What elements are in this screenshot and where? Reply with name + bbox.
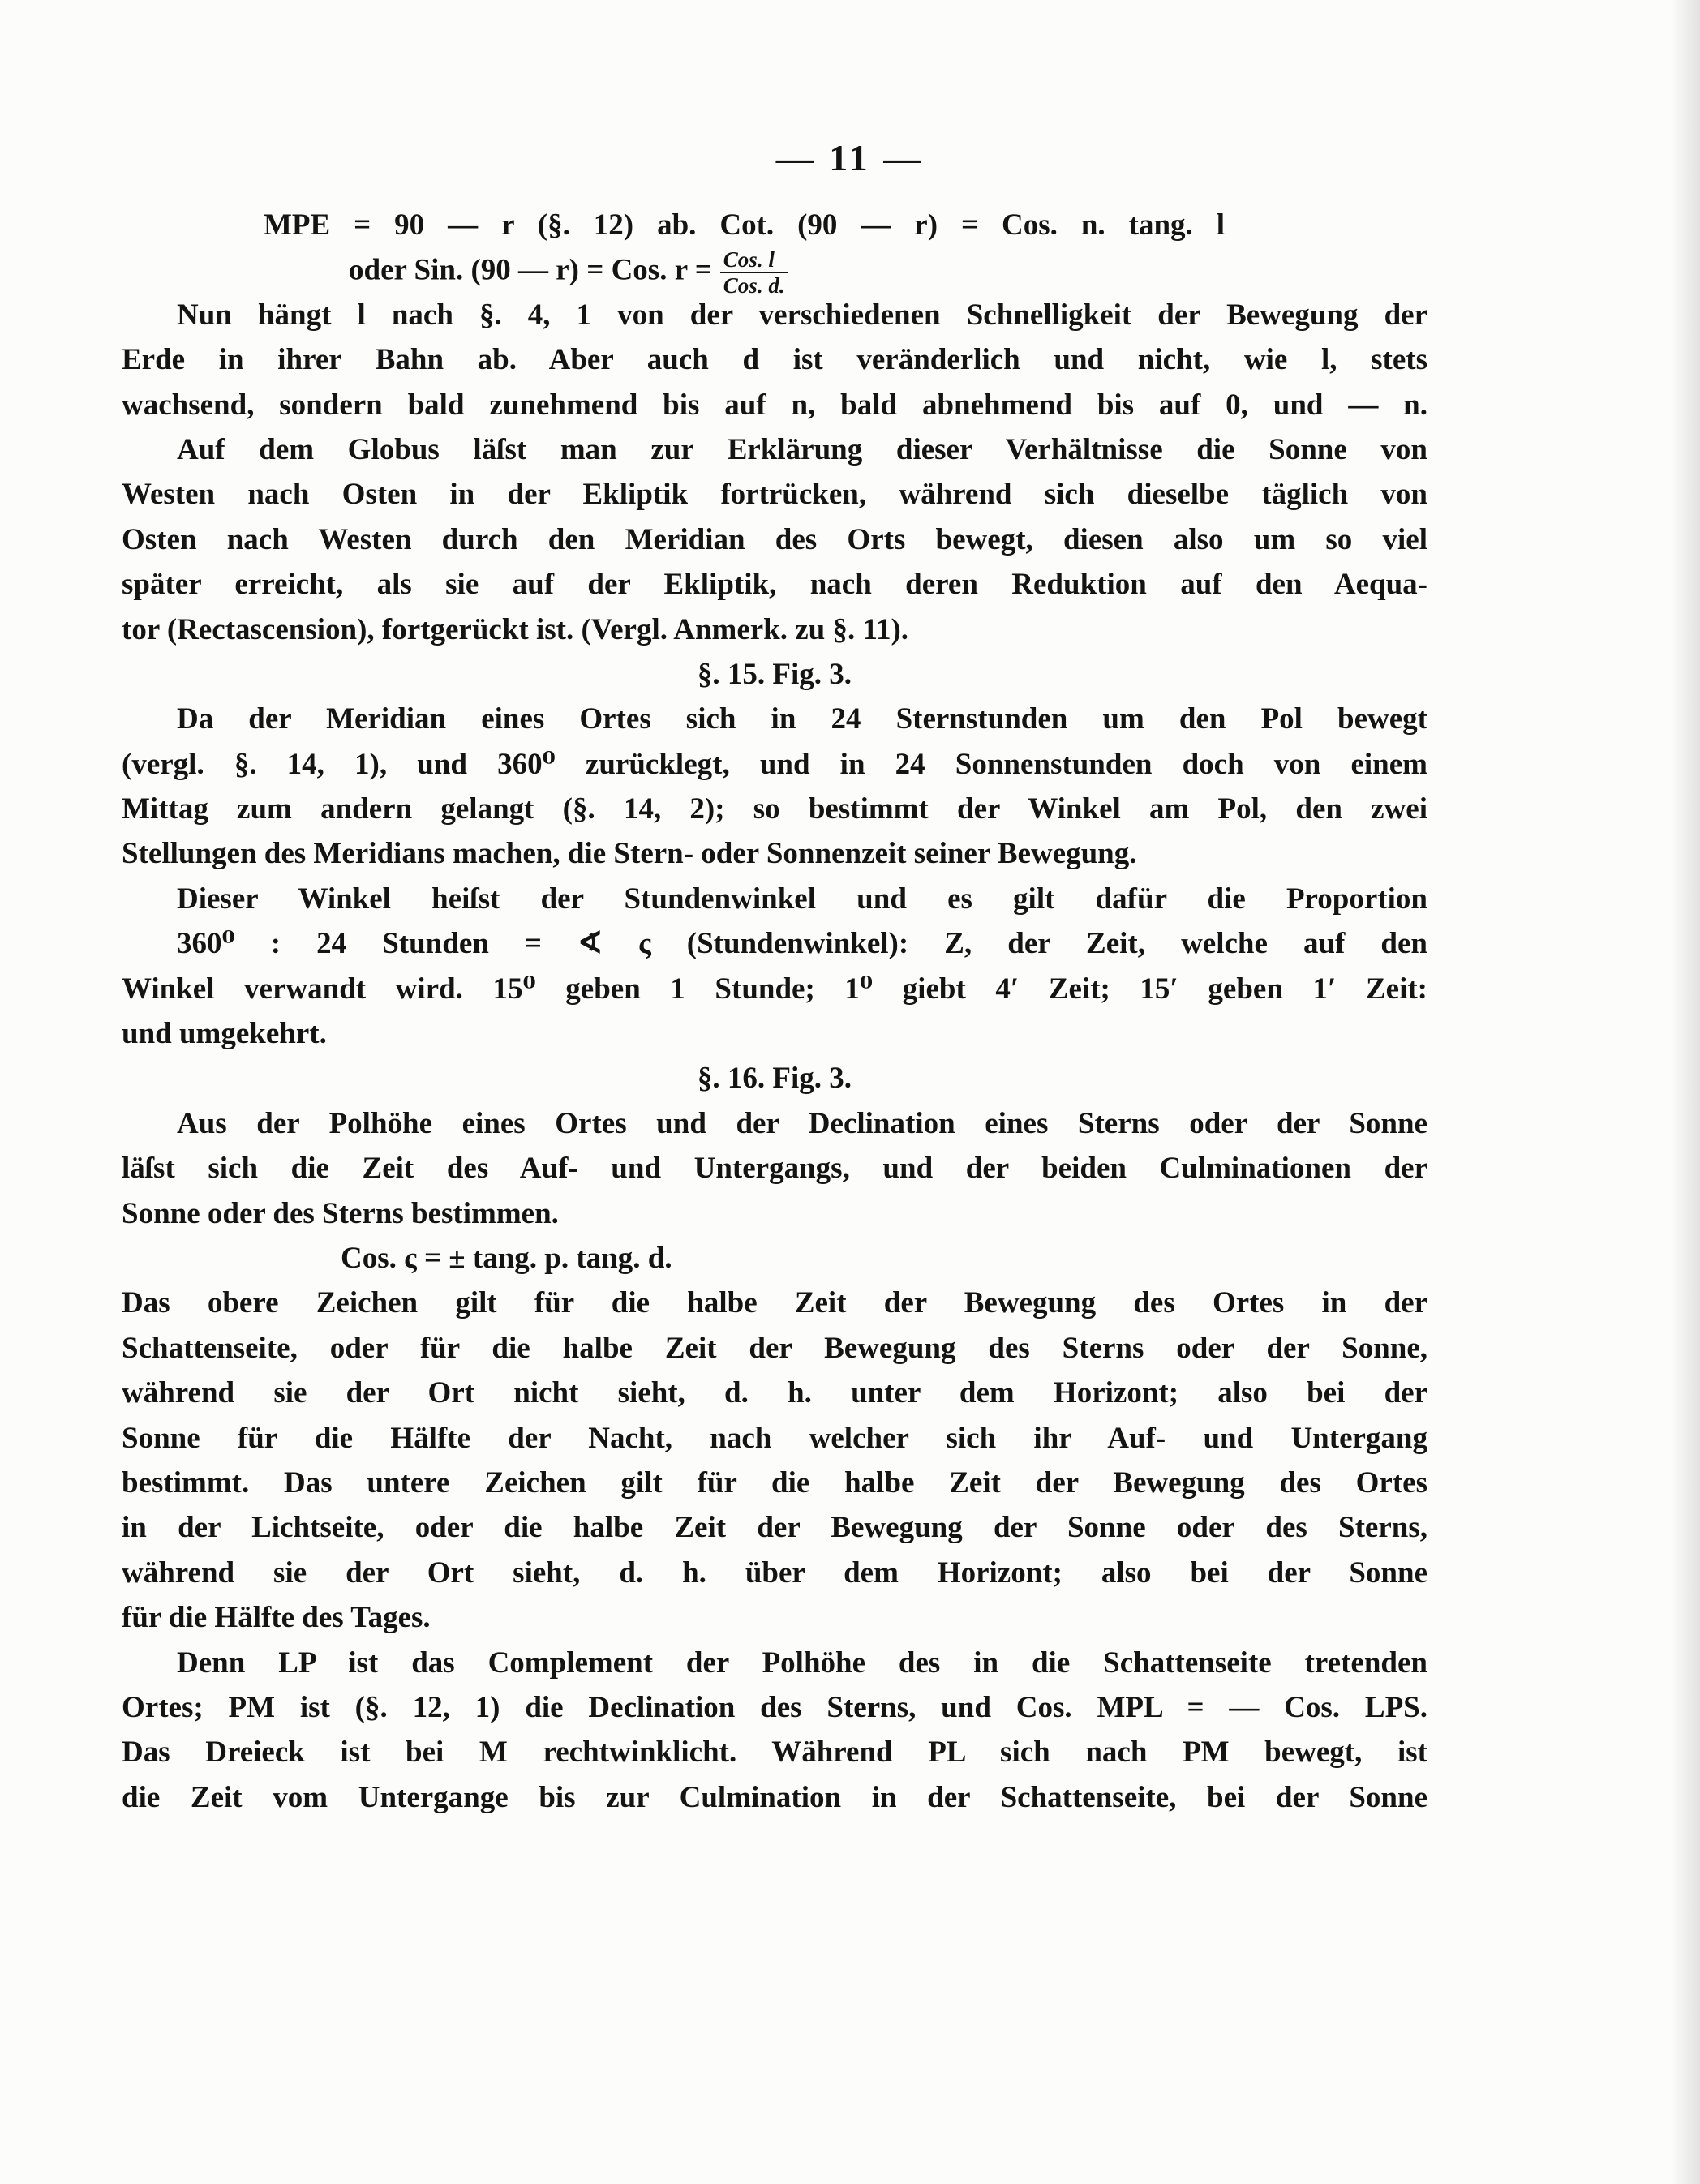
body-text bbox=[122, 203, 1427, 1820]
fraction bbox=[720, 247, 788, 298]
text-line-content: (vergl. §. 14, 1), und 360⁰ zurücklegt, und in 24 Sonnenstunden doch von einem bbox=[122, 747, 1427, 781]
text-line-content: Stellungen des Meridians machen, die Stern- oder Sonnenzeit seiner Bewegung. bbox=[122, 837, 1137, 871]
text-line bbox=[122, 203, 1427, 247]
text-line-content: bestimmt. Das untere Zeichen gilt für die halbe Zeit der Bewegung des Ortes bbox=[122, 1465, 1427, 1500]
text-line-content: Das obere Zeichen gilt für die halbe Zeit der Bewegung des Ortes in der bbox=[122, 1286, 1427, 1320]
text-line-content: Sonne oder des Sterns bestimmen. bbox=[122, 1196, 559, 1230]
text-line bbox=[122, 1730, 1427, 1774]
text-line-content: während sie der Ort nicht sieht, d. h. unter dem Horizont; also bei der bbox=[122, 1376, 1427, 1410]
text-line-content: Dieser Winkel heiſst der Stundenwinkel und es gilt dafür die Proportion bbox=[177, 882, 1427, 916]
text-line-content: Das Dreieck ist bei M rechtwinklicht. Während PL sich nach PM bewegt, ist bbox=[122, 1736, 1427, 1770]
text-line-content: später erreicht, als sie auf der Ekliptik, nach deren Reduktion auf den Aequa- bbox=[122, 568, 1427, 602]
text-line-content: oder Sin. (90 — r) = Cos. r = bbox=[349, 253, 712, 287]
text-line-content: Erde in ihrer Bahn ab. Aber auch d ist veränderlich und nicht, wie l, stets bbox=[122, 343, 1427, 377]
text-line bbox=[122, 697, 1427, 741]
text-line-content: Winkel verwandt wird. 15⁰ geben 1 Stunde; 1⁰ giebt 4′ Zeit; 15′ geben 1′ Zeit: bbox=[122, 972, 1427, 1006]
text-line bbox=[122, 967, 1427, 1011]
text-line-content: läſst sich die Zeit des Auf- und Untergangs, und der beiden Culminationen der bbox=[122, 1152, 1427, 1186]
text-line bbox=[122, 652, 1427, 697]
text-line bbox=[122, 1281, 1427, 1325]
text-line-content: in der Lichtseite, oder die halbe Zeit der Bewegung der Sonne oder des Sterns, bbox=[122, 1511, 1427, 1545]
text-line-content: Denn LP ist das Complement der Polhöhe des in die Schattenseite tretenden bbox=[177, 1646, 1427, 1680]
text-line bbox=[122, 742, 1427, 787]
text-line-content: wachsend, sondern bald zunehmend bis auf n, bald abnehmend bis auf 0, und — n. bbox=[122, 388, 1427, 422]
text-line bbox=[122, 562, 1427, 607]
text-line bbox=[122, 1146, 1427, 1191]
text-line-content: die Zeit vom Untergange bis zur Culmination in der Schattenseite, bei der Sonne bbox=[122, 1780, 1427, 1814]
text-line-content: Osten nach Westen durch den Meridian des Orts bewegt, diesen also um so viel bbox=[122, 522, 1427, 556]
text-line bbox=[122, 877, 1427, 921]
text-line bbox=[122, 831, 1427, 876]
text-line-content: §. 16. Fig. 3. bbox=[697, 1062, 852, 1096]
text-line bbox=[122, 472, 1427, 517]
text-line-content: für die Hälfte des Tages. bbox=[122, 1601, 431, 1635]
text-line-content: tor (Rectascension), fortgerückt ist. (Vergl. Anmerk. zu §. 11). bbox=[122, 612, 909, 646]
text-line bbox=[122, 1056, 1427, 1101]
text-line bbox=[122, 607, 1427, 652]
text-line-content: Sonne für die Hälfte der Nacht, nach welcher sich ihr Auf- und Untergang bbox=[122, 1421, 1427, 1455]
fraction-denominator: Cos. d. bbox=[723, 273, 785, 298]
text-line bbox=[122, 1416, 1427, 1461]
text-line bbox=[122, 427, 1427, 472]
text-line bbox=[122, 247, 1427, 298]
text-line bbox=[122, 787, 1427, 831]
text-line-content: während sie der Ort sieht, d. h. über dem Horizont; also bei der Sonne bbox=[122, 1555, 1427, 1590]
text-line-content: Nun hängt l nach §. 4, 1 von der verschiedenen Schnelligkeit der Bewegung der bbox=[177, 298, 1427, 332]
text-line-content: Aus der Polhöhe eines Ortes und der Declination eines Sterns oder der Sonne bbox=[177, 1106, 1427, 1140]
text-line-content: und umgekehrt. bbox=[122, 1017, 327, 1051]
text-line-content: Mittag zum andern gelangt (§. 14, 2); so bestimmt der Winkel am Pol, den zwei bbox=[122, 792, 1427, 826]
text-line-content: Da der Meridian eines Ortes sich in 24 Sternstunden um den Pol bewegt bbox=[177, 702, 1427, 736]
text-line bbox=[122, 1326, 1427, 1371]
page-edge-shadow bbox=[1671, 0, 1700, 2184]
text-line bbox=[122, 337, 1427, 382]
text-line-content: MPE = 90 — r (§. 12) ab. Cot. (90 — r) = Cos. n. tang. l bbox=[264, 208, 1225, 242]
text-line bbox=[122, 1595, 1427, 1640]
text-line bbox=[122, 1191, 1427, 1236]
text-line bbox=[122, 1775, 1427, 1820]
text-line bbox=[122, 1641, 1427, 1685]
text-line bbox=[122, 1505, 1427, 1550]
page-number: — 11 — bbox=[775, 137, 925, 178]
text-line bbox=[122, 1371, 1427, 1415]
text-line bbox=[122, 517, 1427, 562]
text-line bbox=[122, 293, 1427, 337]
text-line bbox=[122, 1011, 1427, 1056]
text-line-content: 360⁰ : 24 Stunden = ∢ ς (Stundenwinkel): Z, der Zeit, welche auf den bbox=[177, 927, 1427, 961]
text-line-content: Cos. ς = ± tang. p. tang. d. bbox=[341, 1241, 672, 1275]
text-line bbox=[122, 1685, 1427, 1730]
text-line bbox=[122, 1461, 1427, 1505]
text-line bbox=[122, 921, 1427, 966]
text-line-content: Schattenseite, oder für die halbe Zeit der Bewegung des Sterns oder der Sonne, bbox=[122, 1331, 1427, 1365]
text-line bbox=[122, 1236, 1427, 1281]
text-line bbox=[122, 1101, 1427, 1146]
fraction-numerator: Cos. l bbox=[720, 247, 788, 273]
text-line bbox=[122, 383, 1427, 427]
text-line-content: Auf dem Globus läſst man zur Erklärung dieser Verhältnisse die Sonne von bbox=[177, 432, 1427, 466]
text-line-content: Ortes; PM ist (§. 12, 1) die Declination des Sterns, und Cos. MPL = — Cos. LPS. bbox=[122, 1690, 1427, 1724]
text-line-content: §. 15. Fig. 3. bbox=[697, 657, 852, 691]
text-line bbox=[122, 1551, 1427, 1595]
text-line-content: Westen nach Osten in der Ekliptik fortrücken, während sich dieselbe täglich von bbox=[122, 478, 1427, 512]
